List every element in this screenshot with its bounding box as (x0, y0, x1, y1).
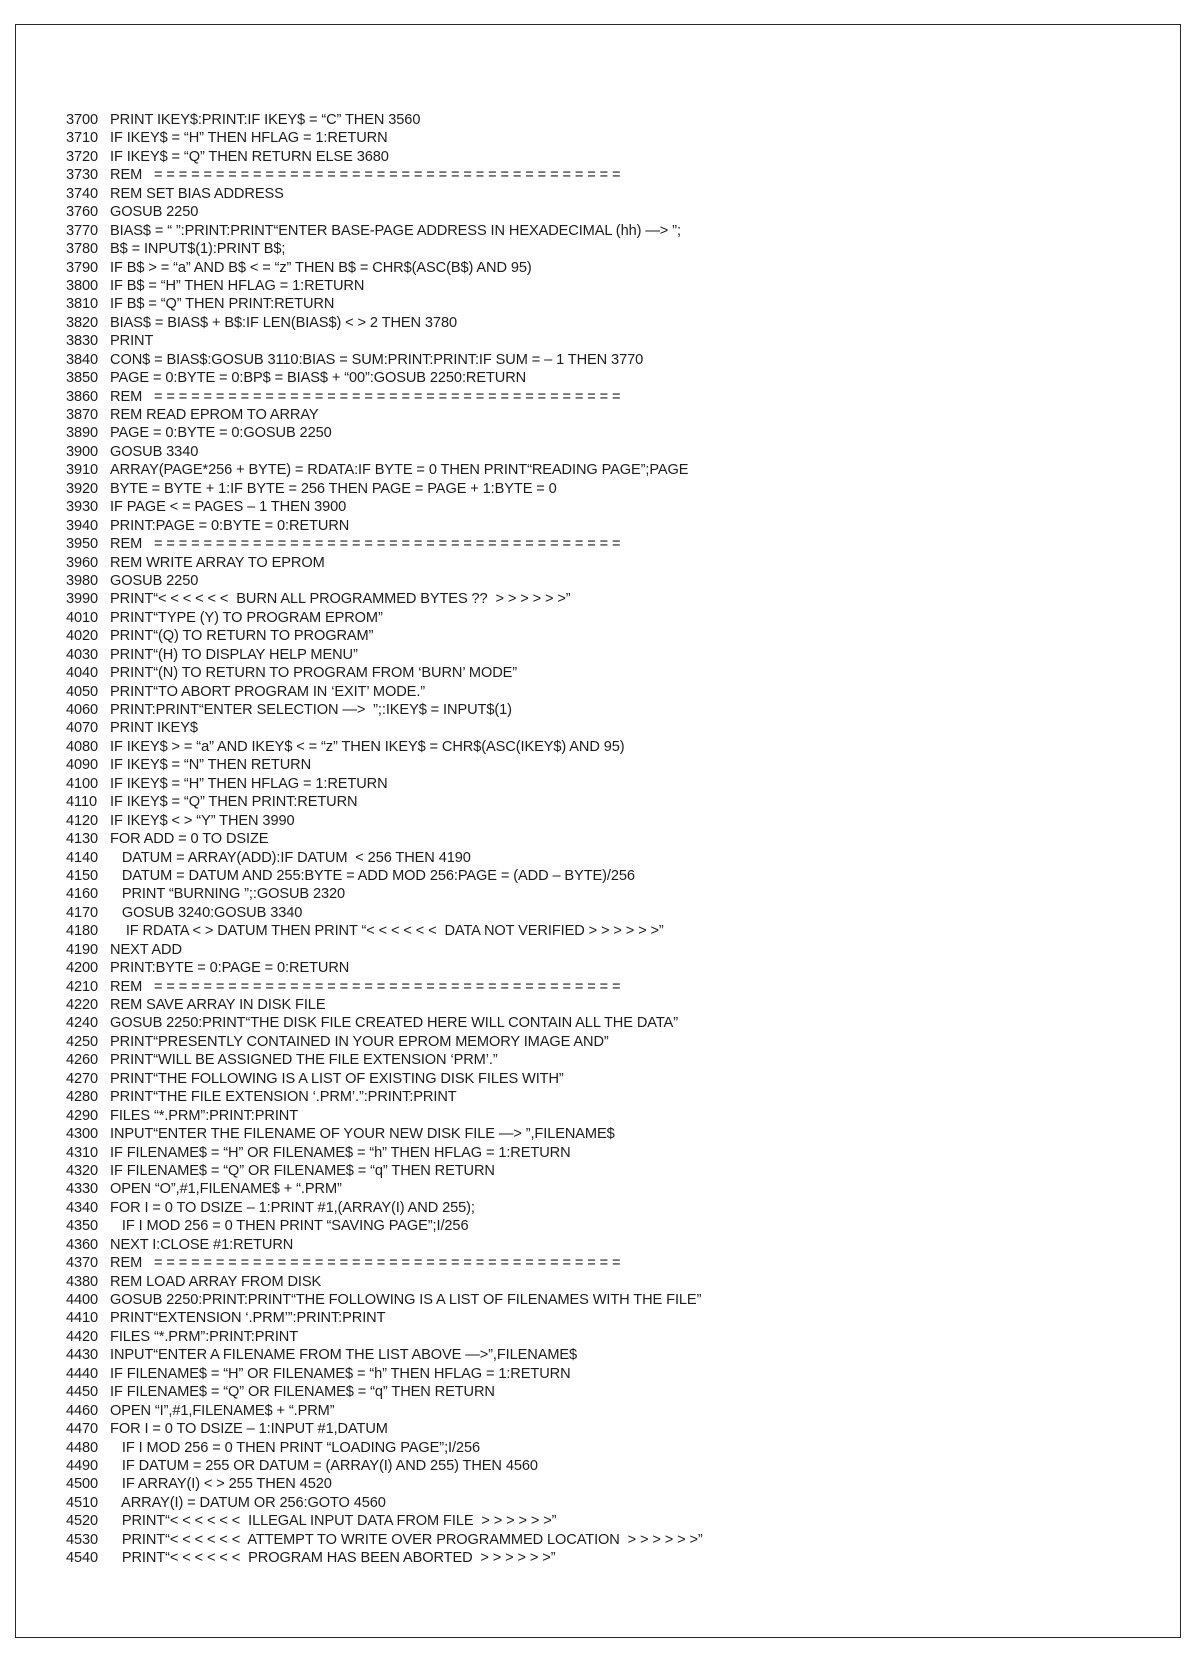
line-code: NEXT I:CLOSE #1:RETURN (110, 1236, 294, 1253)
line-number: 3930 (66, 499, 99, 516)
line-number: 4040 (66, 665, 99, 682)
line-number: 4220 (66, 997, 99, 1013)
line-number: 3830 (66, 333, 99, 350)
code-line (66, 1033, 1146, 1051)
line-code: IF FILENAME$ = “H” OR FILENAME$ = “h” THEN HFLAG = 1:RETURN (110, 1144, 571, 1161)
code-line (66, 1531, 1146, 1549)
line-number: 4250 (66, 1033, 99, 1050)
line-number: 4430 (66, 1347, 99, 1364)
code-line (66, 701, 1146, 719)
line-code: IF I MOD 256 = 0 THEN PRINT “LOADING PAGE”;I/256 (110, 1439, 480, 1456)
line-code: IF IKEY$ = “N” THEN RETURN (110, 757, 312, 774)
line-number: 4540 (66, 1550, 99, 1567)
code-line (66, 867, 1146, 885)
line-code: PRINT“< < < < < < BURN ALL PROGRAMMED BYTES ?? > > > > > >” (110, 591, 571, 608)
line-number: 4090 (66, 757, 99, 774)
line-number: 4020 (66, 628, 99, 645)
code-line (66, 1439, 1146, 1457)
line-number: 4110 (66, 794, 97, 811)
line-number: 4120 (66, 812, 99, 829)
code-line (66, 222, 1146, 240)
code-line (66, 1512, 1146, 1530)
line-code: GOSUB 2250:PRINT“THE DISK FILE CREATED HERE WILL CONTAIN ALL THE DATA” (110, 1015, 678, 1032)
line-code: FOR ADD = 0 TO DSIZE (110, 831, 269, 848)
code-line (66, 314, 1146, 332)
line-code: NEXT ADD (110, 941, 182, 958)
line-code: OPEN “O”,#1,FILENAME$ + “.PRM” (110, 1181, 342, 1198)
code-line (66, 904, 1146, 922)
line-code: PAGE = 0:BYTE = 0:GOSUB 2250 (110, 425, 332, 442)
line-number: 3720 (66, 148, 99, 165)
line-code: FOR I = 0 TO DSIZE – 1:INPUT #1,DATUM (110, 1421, 388, 1438)
code-line (66, 1144, 1146, 1162)
line-number: 4080 (66, 738, 99, 755)
line-number: 4360 (66, 1236, 99, 1253)
line-code: INPUT“ENTER THE FILENAME OF YOUR NEW DISK FILE —> ”,FILENAME$ (110, 1126, 615, 1143)
line-number: 4520 (66, 1513, 99, 1530)
line-number: 3810 (66, 296, 99, 313)
code-line (66, 554, 1146, 572)
line-code: PRINT:BYTE = 0:PAGE = 0:RETURN (110, 960, 350, 977)
code-line (66, 148, 1146, 166)
code-line (66, 517, 1146, 535)
line-number: 3900 (66, 443, 99, 460)
line-number: 3890 (66, 425, 99, 442)
line-code: GOSUB 2250 (110, 572, 199, 589)
line-number: 4450 (66, 1384, 99, 1401)
line-code: REM = = = = = = = = = = = = = = = = = = = = = = = = = = = = = = = = = = = = = = (110, 536, 621, 553)
line-number: 3700 (66, 112, 99, 128)
line-number: 4310 (66, 1144, 99, 1161)
line-number: 3800 (66, 277, 99, 294)
line-code: GOSUB 3240:GOSUB 3340 (110, 904, 303, 921)
line-number: 3940 (66, 517, 99, 534)
line-code: PRINT“TYPE (Y) TO PROGRAM EPROM” (110, 609, 383, 626)
code-line (66, 1070, 1146, 1088)
code-line (66, 1346, 1146, 1364)
line-number: 4300 (66, 1126, 99, 1143)
line-code: IF IKEY$ = “H” THEN HFLAG = 1:RETURN (110, 775, 388, 792)
line-code: GOSUB 3340 (110, 443, 199, 460)
line-code: PRINT“(N) TO RETURN TO PROGRAM FROM ‘BURN’ MODE” (110, 665, 518, 682)
line-code: PRINT“(H) TO DISPLAY HELP MENU” (110, 646, 358, 663)
line-code: IF B$ = “Q” THEN PRINT:RETURN (110, 296, 335, 313)
code-line (66, 461, 1146, 479)
line-number: 3770 (66, 222, 99, 239)
line-number: 4140 (66, 849, 99, 866)
line-code: REM LOAD ARRAY FROM DISK (110, 1273, 322, 1290)
line-number: 3780 (66, 241, 99, 258)
line-code: ARRAY(PAGE*256 + BYTE) = RDATA:IF BYTE = 0 THEN PRINT“READING PAGE”;PAGE (110, 462, 689, 479)
line-number: 3850 (66, 370, 99, 387)
code-line (66, 756, 1146, 774)
code-line (66, 480, 1146, 498)
line-code: PRINT IKEY$:PRINT:IF IKEY$ = “C” THEN 3560 (110, 112, 421, 128)
line-number: 3740 (66, 185, 99, 202)
line-number: 4290 (66, 1107, 99, 1124)
line-code: OPEN “I”,#1,FILENAME$ + “.PRM” (110, 1402, 335, 1419)
line-number: 4170 (66, 904, 99, 921)
code-line (66, 1180, 1146, 1198)
code-line (66, 351, 1146, 369)
code-line (66, 166, 1146, 184)
line-number: 4490 (66, 1457, 99, 1474)
code-line (66, 941, 1146, 959)
line-code: IF ARRAY(I) < > 255 THEN 4520 (110, 1476, 332, 1493)
line-number: 4010 (66, 609, 99, 626)
code-line (66, 535, 1146, 553)
code-line (66, 111, 1146, 129)
line-code: BIAS$ = “ ”:PRINT:PRINT“ENTER BASE-PAGE ADDRESS IN HEXADECIMAL (hh) —> ”; (110, 222, 681, 239)
code-line (66, 295, 1146, 313)
line-number: 4180 (66, 923, 99, 940)
line-code: IF FILENAME$ = “Q” OR FILENAME$ = “q” THEN RETURN (110, 1384, 495, 1401)
line-code: DATUM = ARRAY(ADD):IF DATUM < 256 THEN 4190 (110, 849, 471, 866)
line-code: IF FILENAME$ = “Q” OR FILENAME$ = “q” THEN RETURN (110, 1162, 495, 1179)
line-number: 3980 (66, 572, 99, 589)
code-line (66, 1014, 1146, 1032)
line-number: 4070 (66, 720, 99, 737)
line-code: IF B$ = “H” THEN HFLAG = 1:RETURN (110, 277, 365, 294)
line-number: 3760 (66, 204, 99, 221)
line-number: 4470 (66, 1421, 99, 1438)
code-line (66, 646, 1146, 664)
line-number: 3730 (66, 167, 99, 184)
line-code: REM SET BIAS ADDRESS (110, 185, 284, 202)
code-line (66, 978, 1146, 996)
line-code: IF RDATA < > DATUM THEN PRINT “< < < < < < DATA NOT VERIFIED > > > > > >” (110, 923, 664, 940)
code-line (66, 849, 1146, 867)
code-line (66, 775, 1146, 793)
line-number: 4400 (66, 1292, 99, 1308)
line-number: 3840 (66, 351, 99, 368)
line-code: PRINT“THE FOLLOWING IS A LIST OF EXISTING DISK FILES WITH” (110, 1070, 564, 1087)
line-code: IF IKEY$ = “Q” THEN RETURN ELSE 3680 (110, 148, 389, 165)
code-line (66, 1199, 1146, 1217)
line-number: 4200 (66, 960, 99, 977)
code-line (66, 812, 1146, 830)
line-number: 4480 (66, 1439, 99, 1456)
line-code: IF B$ > = “a” AND B$ < = “z” THEN B$ = CHR$(ASC(B$) AND 95) (110, 259, 532, 276)
code-line (66, 129, 1146, 147)
line-number: 4260 (66, 1052, 99, 1069)
code-line (66, 1309, 1146, 1327)
line-code: FILES “*.PRM”:PRINT:PRINT (110, 1328, 299, 1345)
line-number: 4530 (66, 1531, 99, 1548)
line-number: 3860 (66, 388, 99, 405)
code-line (66, 996, 1146, 1014)
line-code: PRINT“THE FILE EXTENSION ‘.PRM’.”:PRINT:PRINT (110, 1089, 457, 1106)
line-code: FILES “*.PRM”:PRINT:PRINT (110, 1107, 299, 1124)
line-code: IF IKEY$ > = “a” AND IKEY$ < = “z” THEN IKEY$ = CHR$(ASC(IKEY$) AND 95) (110, 738, 625, 755)
line-number: 4420 (66, 1328, 99, 1345)
code-line (66, 793, 1146, 811)
code-line (66, 1217, 1146, 1235)
code-line (66, 1328, 1146, 1346)
program-listing (66, 111, 1146, 1568)
code-line (66, 203, 1146, 221)
code-line (66, 1365, 1146, 1383)
code-line (66, 590, 1146, 608)
code-line (66, 719, 1146, 737)
line-code: REM READ EPROM TO ARRAY (110, 407, 319, 423)
code-line (66, 185, 1146, 203)
code-line (66, 609, 1146, 627)
code-line (66, 1383, 1146, 1401)
line-code: INPUT“ENTER A FILENAME FROM THE LIST ABOVE —>”,FILENAME$ (110, 1347, 578, 1364)
code-line (66, 1549, 1146, 1567)
line-number: 3960 (66, 554, 99, 571)
line-number: 3920 (66, 480, 99, 497)
code-line (66, 443, 1146, 461)
line-code: PRINT“WILL BE ASSIGNED THE FILE EXTENSION ‘PRM’.” (110, 1052, 498, 1069)
line-code: IF IKEY$ = “H” THEN HFLAG = 1:RETURN (110, 130, 388, 147)
code-line (66, 830, 1146, 848)
line-number: 3710 (66, 130, 99, 147)
code-line (66, 1475, 1146, 1493)
line-code: ARRAY(I) = DATUM OR 256:GOTO 4560 (110, 1494, 386, 1511)
code-line (66, 1162, 1146, 1180)
line-number: 4150 (66, 867, 99, 884)
code-line (66, 1273, 1146, 1291)
line-number: 4500 (66, 1476, 99, 1493)
line-code: GOSUB 2250:PRINT:PRINT“THE FOLLOWING IS A LIST OF FILENAMES WITH THE FILE” (110, 1292, 702, 1308)
code-line (66, 572, 1146, 590)
line-number: 4050 (66, 683, 99, 700)
line-number: 4460 (66, 1402, 99, 1419)
line-number: 3990 (66, 591, 99, 608)
line-number: 3910 (66, 462, 99, 479)
code-line (66, 627, 1146, 645)
code-line (66, 1420, 1146, 1438)
line-number: 4030 (66, 646, 99, 663)
line-code: DATUM = DATUM AND 255:BYTE = ADD MOD 256:PAGE = (ADD – BYTE)/256 (110, 867, 635, 884)
code-line (66, 277, 1146, 295)
code-line (66, 1051, 1146, 1069)
line-number: 4320 (66, 1162, 99, 1179)
line-code: B$ = INPUT$(1):PRINT B$; (110, 241, 286, 258)
line-code: FOR I = 0 TO DSIZE – 1:PRINT #1,(ARRAY(I) AND 255); (110, 1199, 475, 1216)
code-line (66, 738, 1146, 756)
code-line (66, 388, 1146, 406)
code-line (66, 1402, 1146, 1420)
code-line (66, 424, 1146, 442)
code-line (66, 1291, 1146, 1309)
code-line (66, 332, 1146, 350)
line-code: IF IKEY$ = “Q” THEN PRINT:RETURN (110, 794, 358, 811)
line-number: 4350 (66, 1218, 99, 1235)
line-code: PRINT:PAGE = 0:BYTE = 0:RETURN (110, 517, 350, 534)
code-line (66, 1125, 1146, 1143)
code-line (66, 922, 1146, 940)
line-code: REM WRITE ARRAY TO EPROM (110, 554, 325, 571)
line-number: 4060 (66, 702, 99, 718)
line-code: IF I MOD 256 = 0 THEN PRINT “SAVING PAGE”;I/256 (110, 1218, 469, 1235)
line-number: 4410 (66, 1310, 99, 1327)
code-line (66, 1254, 1146, 1272)
line-number: 4130 (66, 831, 99, 848)
line-number: 4510 (66, 1494, 99, 1511)
line-code: IF IKEY$ < > “Y” THEN 3990 (110, 812, 295, 829)
code-line (66, 406, 1146, 424)
line-code: CON$ = BIAS$:GOSUB 3110:BIAS = SUM:PRINT:PRINT:IF SUM = – 1 THEN 3770 (110, 351, 644, 368)
line-code: BYTE = BYTE + 1:IF BYTE = 256 THEN PAGE = PAGE + 1:BYTE = 0 (110, 480, 557, 497)
line-code: PRINT“(Q) TO RETURN TO PROGRAM” (110, 628, 374, 645)
line-code: REM SAVE ARRAY IN DISK FILE (110, 997, 326, 1013)
line-code: PRINT“< < < < < < PROGRAM HAS BEEN ABORTED > > > > > >” (110, 1550, 556, 1567)
line-number: 3790 (66, 259, 99, 276)
line-number: 3870 (66, 407, 99, 423)
line-number: 4100 (66, 775, 99, 792)
line-code: IF DATUM = 255 OR DATUM = (ARRAY(I) AND 255) THEN 4560 (110, 1457, 538, 1474)
code-line (66, 1236, 1146, 1254)
code-line (66, 664, 1146, 682)
code-line (66, 683, 1146, 701)
line-code: PRINT“TO ABORT PROGRAM IN ‘EXIT’ MODE.” (110, 683, 426, 700)
line-number: 4380 (66, 1273, 99, 1290)
code-line (66, 1088, 1146, 1106)
line-code: PRINT:PRINT“ENTER SELECTION —> ”;:IKEY$ = INPUT$(1) (110, 702, 512, 718)
line-code: REM = = = = = = = = = = = = = = = = = = = = = = = = = = = = = = = = = = = = = = (110, 1255, 621, 1272)
code-line (66, 259, 1146, 277)
line-number: 3820 (66, 314, 99, 331)
line-code: PRINT“PRESENTLY CONTAINED IN YOUR EPROM MEMORY IMAGE AND” (110, 1033, 609, 1050)
line-code: BIAS$ = BIAS$ + B$:IF LEN(BIAS$) < > 2 THEN 3780 (110, 314, 457, 331)
line-code: REM = = = = = = = = = = = = = = = = = = = = = = = = = = = = = = = = = = = = = = (110, 978, 621, 995)
page-frame (15, 24, 1181, 1638)
line-number: 4240 (66, 1015, 99, 1032)
line-code: IF PAGE < = PAGES – 1 THEN 3900 (110, 499, 347, 516)
line-number: 4210 (66, 978, 99, 995)
line-code: IF FILENAME$ = “H” OR FILENAME$ = “h” THEN HFLAG = 1:RETURN (110, 1365, 571, 1382)
line-code: PRINT“< < < < < < ILLEGAL INPUT DATA FROM FILE > > > > > >” (110, 1513, 557, 1530)
line-code: REM = = = = = = = = = = = = = = = = = = = = = = = = = = = = = = = = = = = = = = (110, 388, 621, 405)
line-number: 4270 (66, 1070, 99, 1087)
line-number: 3950 (66, 536, 99, 553)
code-line (66, 240, 1146, 258)
line-code: PRINT (110, 333, 154, 350)
line-code: PRINT“< < < < < < ATTEMPT TO WRITE OVER PROGRAMMED LOCATION > > > > > >” (110, 1531, 703, 1548)
line-number: 4340 (66, 1199, 99, 1216)
line-code: PRINT“EXTENSION ‘.PRM’”:PRINT:PRINT (110, 1310, 386, 1327)
code-line (66, 498, 1146, 516)
line-number: 4330 (66, 1181, 99, 1198)
code-line (66, 959, 1146, 977)
line-number: 4280 (66, 1089, 99, 1106)
line-code: REM = = = = = = = = = = = = = = = = = = = = = = = = = = = = = = = = = = = = = = (110, 167, 621, 184)
code-line (66, 1457, 1146, 1475)
code-line (66, 1494, 1146, 1512)
line-number: 4160 (66, 886, 99, 903)
line-code: PAGE = 0:BYTE = 0:BP$ = BIAS$ + “00”:GOSUB 2250:RETURN (110, 370, 527, 387)
line-code: PRINT “BURNING ”;:GOSUB 2320 (110, 886, 346, 903)
line-code: PRINT IKEY$ (110, 720, 198, 737)
line-code: GOSUB 2250 (110, 204, 199, 221)
code-line (66, 885, 1146, 903)
line-number: 4190 (66, 941, 99, 958)
code-line (66, 369, 1146, 387)
code-line (66, 1107, 1146, 1125)
line-number: 4440 (66, 1365, 99, 1382)
line-number: 4370 (66, 1255, 99, 1272)
